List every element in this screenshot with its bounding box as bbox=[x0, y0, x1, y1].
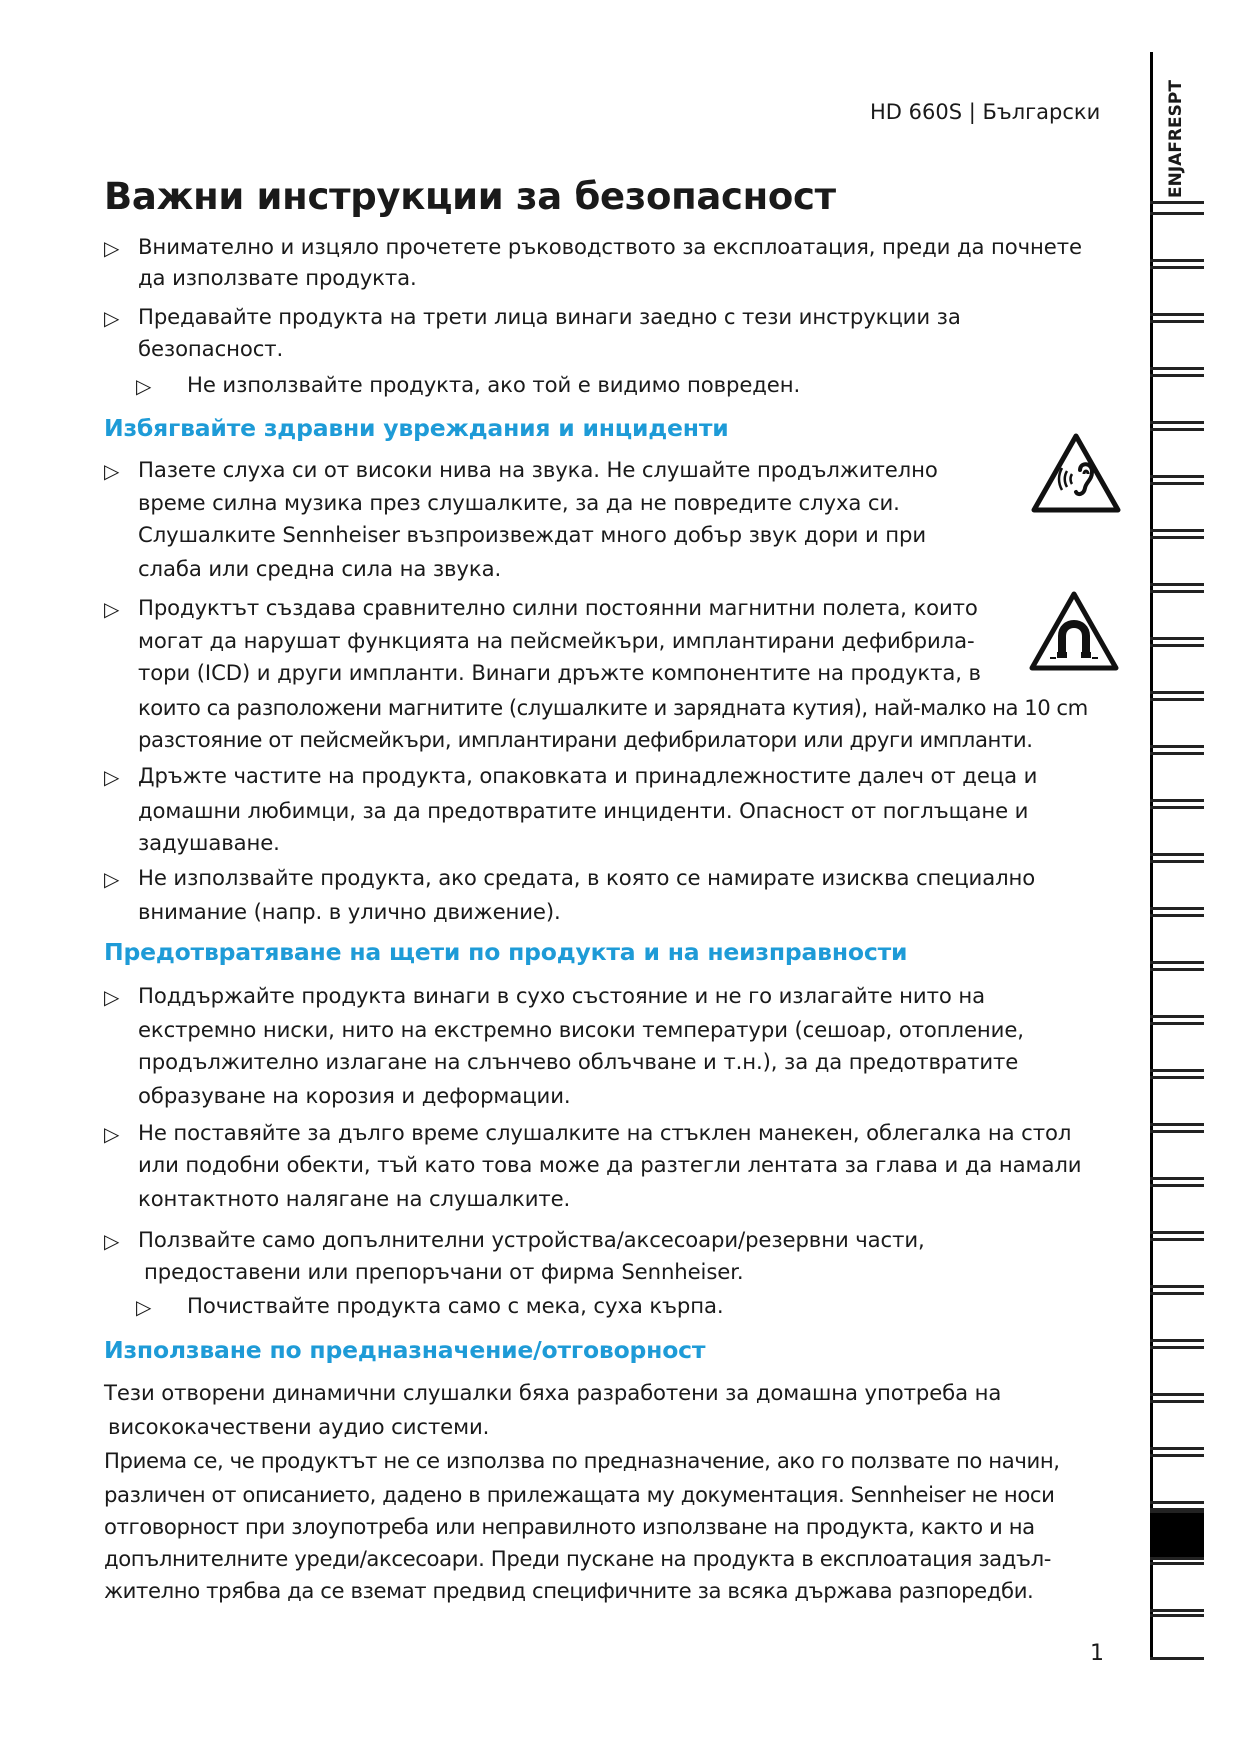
bullet-icon: ▷ bbox=[104, 1229, 120, 1253]
text-line: Приема се, че продуктът не се използва по предназначение, ако го ползвате по начин, bbox=[104, 1448, 1060, 1473]
text-line: разстояние от пейсмейкъри, имплантирани дефибрилатори или други импланти. bbox=[138, 727, 1033, 752]
text-line: Предавайте продукта на трети лица винаги заедно с тези инструкции за bbox=[138, 304, 961, 329]
text-line: образуване на корозия и деформации. bbox=[138, 1083, 571, 1108]
tab bbox=[1150, 266, 1204, 316]
text-line: Пазете слуха си от високи нива на звука. Не слушайте продължително bbox=[138, 457, 938, 482]
tab bbox=[1150, 590, 1204, 640]
tab bbox=[1150, 860, 1204, 910]
text-line: екстремно ниски, нито на екстремно високи температури (сешоар, отопление, bbox=[138, 1017, 1024, 1042]
text-line: предоставени или препоръчани от фирма Sennheiser. bbox=[144, 1259, 744, 1284]
text-line: Поддържайте продукта винаги в сухо състояние и не го излагайте нито на bbox=[138, 983, 985, 1008]
tab bbox=[1150, 1292, 1204, 1342]
text-line: жително трябва да се вземат предвид специфичните за всяка държава разпоредби. bbox=[104, 1578, 1034, 1603]
tab bbox=[1150, 698, 1204, 748]
text-line: продължително излагане на слънчево облъчване и т.н.), за да предотвратите bbox=[138, 1049, 1019, 1074]
text-line: да използвате продукта. bbox=[138, 265, 417, 290]
tab bbox=[1150, 1184, 1204, 1234]
section-heading: Използване по предназначение/отговорност bbox=[104, 1336, 706, 1364]
text-line: допълнителните уреди/аксесоари. Преди пускане на продукта в експлоатация задъл- bbox=[104, 1546, 1051, 1571]
page-title: Важни инструкции за безопасност bbox=[104, 175, 836, 218]
tab bbox=[1150, 428, 1204, 478]
text-line: Не използвайте продукта, ако той е видимо повреден. bbox=[187, 372, 801, 397]
text-line: Ползвайте само допълнителни устройства/аксесоари/резервни части, bbox=[138, 1227, 925, 1252]
text-line: висококачествени аудио системи. bbox=[108, 1414, 490, 1439]
text-line: внимание (напр. в улично движение). bbox=[138, 899, 561, 924]
tab bbox=[1150, 1614, 1204, 1660]
section-heading: Предотвратяване на щети по продукта и на неизправности bbox=[104, 938, 908, 966]
text-line: които са разположени магнитите (слушалките и зарядната кутия), най-малко на 10 cm bbox=[138, 695, 1088, 720]
tab bbox=[1150, 1076, 1204, 1126]
bullet-icon: ▷ bbox=[104, 459, 120, 483]
tab bbox=[1150, 1130, 1204, 1180]
tab bbox=[1150, 374, 1204, 424]
text-line: тори (ICD) и други импланти. Винаги дръжте компонентите на продукта, в bbox=[138, 660, 981, 685]
text-line: Не поставяйте за дълго време слушалките на стъклен манекен, облегалка на стол bbox=[138, 1120, 1072, 1145]
text-line: домашни любимци, за да предотвратите инциденти. Опасност от поглъщане и bbox=[138, 798, 1029, 823]
bullet-icon: ▷ bbox=[136, 374, 152, 398]
text-line: задушаване. bbox=[138, 830, 280, 855]
bullet-icon: ▷ bbox=[104, 765, 120, 789]
tab bbox=[1150, 806, 1204, 856]
text-line: Почиствайте продукта само с мека, суха кърпа. bbox=[187, 1293, 724, 1318]
tab bbox=[1150, 914, 1204, 964]
tab bbox=[1150, 1022, 1204, 1072]
tab-languages-label: ENJAFRESPT bbox=[1166, 80, 1186, 198]
tab bbox=[1150, 1238, 1204, 1288]
bullet-icon: ▷ bbox=[104, 1122, 120, 1146]
section-heading: Избягвайте здравни увреждания и инциденти bbox=[104, 414, 729, 442]
tab bbox=[1150, 1400, 1204, 1450]
text-line: Продуктът създава сравнително силни постоянни магнитни полета, които bbox=[138, 595, 978, 620]
text-line: или подобни обекти, тъй като това може да разтегли лентата за глава и да намали bbox=[138, 1152, 1082, 1177]
text-line: Тези отворени динамични слушалки бяха разработени за домашна употреба на bbox=[104, 1380, 1002, 1405]
bullet-icon: ▷ bbox=[136, 1295, 152, 1319]
text-line: могат да нарушат функцията на пейсмейкъри, имплантирани дефибрила- bbox=[138, 628, 975, 653]
tab bbox=[1150, 1454, 1204, 1504]
text-line: слаба или средна сила на звука. bbox=[138, 556, 502, 581]
tab bbox=[1150, 320, 1204, 370]
text-line: Не използвайте продукта, ако средата, в която се намирате изисква специално bbox=[138, 865, 1036, 890]
text-line: Слушалките Sennheiser възпроизвеждат много добър звук дори и при bbox=[138, 522, 927, 547]
magnet-warning-icon bbox=[1028, 590, 1120, 672]
text-line: контактното налягане на слушалките. bbox=[138, 1186, 571, 1211]
tab bbox=[1150, 644, 1204, 694]
tab bbox=[1150, 1346, 1204, 1396]
tab bbox=[1150, 1562, 1204, 1612]
bullet-icon: ▷ bbox=[104, 867, 120, 891]
text-line: време силна музика през слушалките, за да не повредите слуха си. bbox=[138, 490, 900, 515]
tab-active-language bbox=[1150, 1510, 1204, 1560]
tab bbox=[1150, 968, 1204, 1018]
bullet-icon: ▷ bbox=[104, 985, 120, 1009]
tab bbox=[1150, 536, 1204, 586]
tab bbox=[1150, 752, 1204, 802]
page-number: 1 bbox=[1090, 1641, 1104, 1666]
tab bbox=[1150, 482, 1204, 532]
text-line: различен от описанието, дадено в прилежащата му документация. Sennheiser не носи bbox=[104, 1482, 1055, 1507]
bullet-icon: ▷ bbox=[104, 306, 120, 330]
text-line: Внимателно и изцяло прочетете ръководството за експлоатация, преди да почнете bbox=[138, 234, 1082, 259]
text-line: отговорност при злоупотреба или неправилното използване на продукта, както и на bbox=[104, 1514, 1035, 1539]
tab bbox=[1150, 212, 1204, 262]
bullet-icon: ▷ bbox=[104, 597, 120, 621]
text-line: Дръжте частите на продукта, опаковката и принадлежностите далеч от деца и bbox=[138, 763, 1038, 788]
bullet-icon: ▷ bbox=[104, 236, 120, 260]
header-product-language: HD 660S | Български bbox=[870, 100, 1101, 124]
hearing-warning-icon bbox=[1030, 432, 1122, 514]
text-line: безопасност. bbox=[138, 336, 284, 361]
